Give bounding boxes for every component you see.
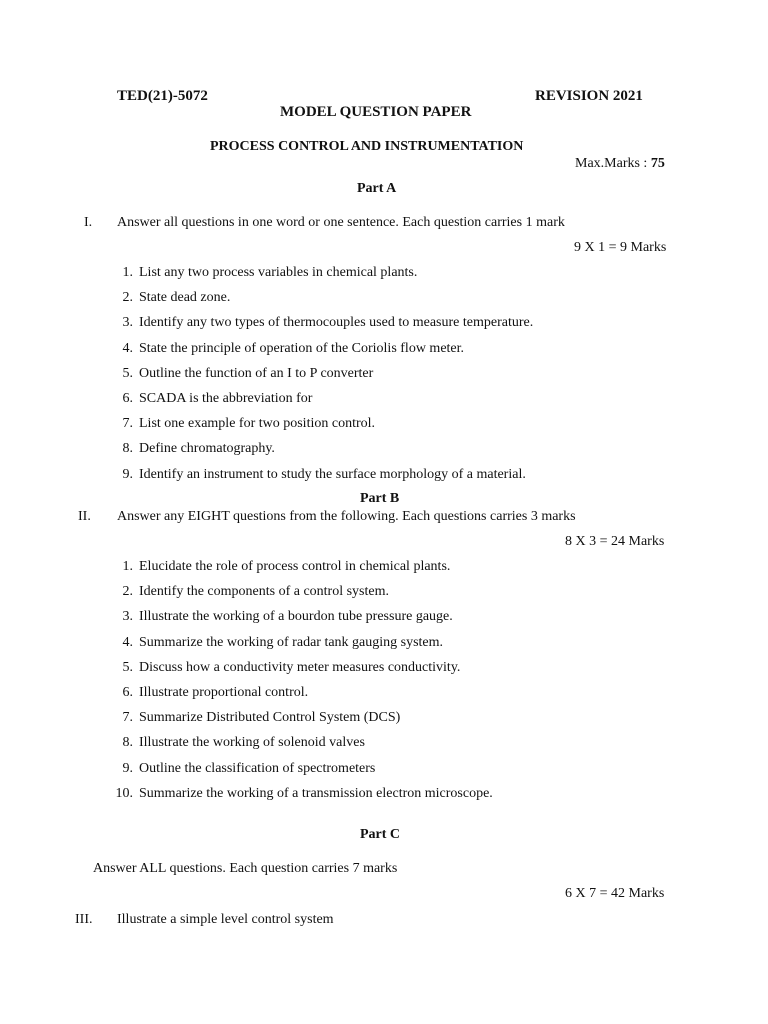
part-c-title: Part C [360, 827, 401, 842]
question-number: 5. [122, 365, 133, 381]
question-item [110, 608, 453, 625]
question-item [110, 264, 417, 281]
question-number: 3. [122, 609, 133, 625]
question-number: 5. [122, 659, 133, 675]
paper-type-title: MODEL QUESTION PAPER [280, 104, 472, 120]
question-number: 6. [122, 685, 133, 700]
part-a-roman: I. [84, 215, 93, 230]
question-number: 8. [122, 735, 133, 751]
question-text: State the principle of operation of the Coriolis flow meter. [139, 340, 465, 356]
max-marks [575, 155, 665, 172]
question-item [110, 659, 460, 676]
question-text: Discuss how a conductivity meter measures conductivity. [139, 659, 461, 675]
question-text: List one example for two position control. [139, 416, 376, 432]
question-text: Elucidate the role of process control in chemical plants. [139, 559, 451, 574]
question-text: Outline the function of an I to P converter [139, 365, 374, 381]
paper-code: TED(21)-5072 [117, 88, 208, 104]
part-b-title: Part B [360, 491, 400, 506]
part-a-instruction: Answer all questions in one word or one sentence. Each question carries 1 mark [117, 215, 565, 230]
question-text: Illustrate proportional control. [139, 685, 309, 700]
question-number: 6. [122, 391, 133, 406]
question-item [110, 734, 365, 751]
question-item [110, 365, 373, 382]
question-number: 3. [122, 315, 133, 331]
question-item [110, 684, 308, 701]
question-item [110, 340, 464, 357]
question-text: SCADA is the abbreviation for [139, 391, 313, 406]
question-item [110, 760, 375, 777]
part-b-marks: 8 X 3 = 24 Marks [565, 534, 665, 549]
question-text: Identify an instrument to study the surface morphology of a material. [139, 466, 526, 482]
part-b-instruction: Answer any EIGHT questions from the following. Each questions carries 3 marks [117, 509, 576, 524]
question-item [110, 314, 533, 331]
question-number: 7. [122, 710, 133, 726]
question-number: 2. [122, 290, 133, 306]
question-item [110, 440, 275, 457]
question-item [110, 466, 526, 483]
max-marks-value: 75 [650, 156, 665, 171]
question-number: 2. [122, 584, 133, 600]
part-c-roman: III. [75, 912, 93, 927]
question-number: 8. [122, 441, 133, 457]
question-text: Define chromatography. [139, 441, 275, 457]
question-item [110, 390, 312, 407]
question-text: List any two process variables in chemical plants. [139, 265, 418, 280]
question-text: State dead zone. [139, 290, 231, 306]
revision-label: REVISION 2021 [535, 88, 643, 104]
question-number: 1. [122, 559, 133, 574]
question-text: Identify the components of a control system. [139, 584, 389, 600]
question-number: 9. [122, 760, 133, 776]
part-a-title: Part A [357, 181, 397, 196]
part-a-marks: 9 X 1 = 9 Marks [574, 240, 667, 255]
question-number: 10. [115, 785, 133, 801]
question-text: Summarize Distributed Control System (DCS) [139, 710, 401, 726]
question-item [110, 289, 230, 306]
part-c-question: Illustrate a simple level control system [117, 912, 334, 927]
question-item [110, 709, 400, 726]
part-b-roman: II. [78, 509, 91, 524]
question-item [110, 583, 389, 600]
question-item [110, 415, 375, 432]
question-number: 9. [122, 466, 133, 482]
max-marks-label: Max.Marks : [575, 156, 651, 171]
question-text: Summarize the working of radar tank gauging system. [139, 634, 444, 650]
question-text: Illustrate the working of solenoid valves [139, 735, 365, 751]
question-number: 1. [122, 265, 133, 280]
question-text: Identify any two types of thermocouples used to measure temperature. [139, 315, 534, 331]
question-text: Illustrate the working of a bourdon tube pressure gauge. [139, 609, 453, 625]
question-text: Outline the classification of spectrometers [139, 760, 376, 776]
question-number: 7. [122, 416, 133, 432]
subject-title: PROCESS CONTROL AND INSTRUMENTATION [210, 139, 524, 154]
part-c-instruction: Answer ALL questions. Each question carries 7 marks [93, 861, 398, 876]
question-item [110, 634, 443, 651]
question-item [110, 785, 493, 802]
question-text: Summarize the working of a transmission electron microscope. [139, 785, 493, 801]
question-number: 4. [122, 340, 133, 356]
question-item [110, 558, 450, 575]
part-c-marks: 6 X 7 = 42 Marks [565, 886, 665, 901]
question-number: 4. [122, 634, 133, 650]
